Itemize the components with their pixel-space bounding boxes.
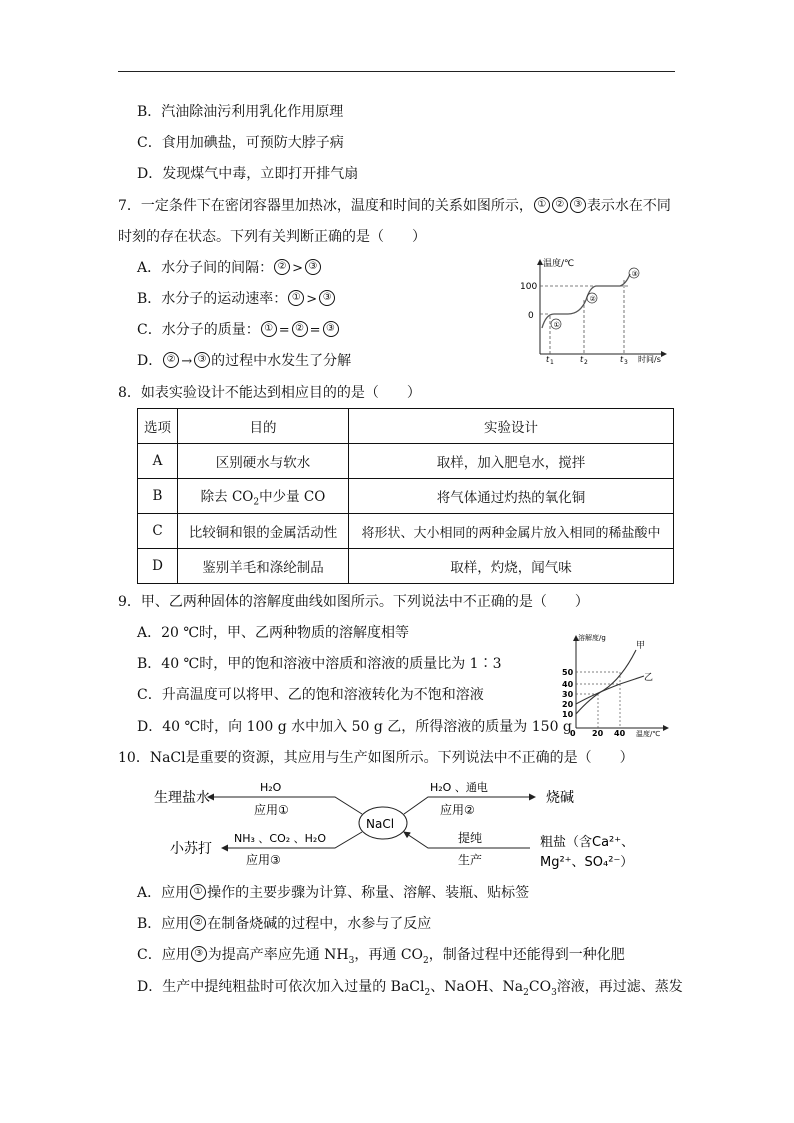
svg-text:40: 40 (614, 729, 626, 738)
q7-ylabel: 温度/℃ (543, 259, 575, 269)
svg-text:0: 0 (570, 729, 576, 738)
q7-xlabel: 时间/s (638, 355, 661, 364)
q8-table (137, 408, 674, 584)
q10-stem: 10．NaCl是重要的资源，其应用与生产如图所示。下列说法中不正确的是（ ） (118, 750, 634, 766)
q9-option-c: C．升高温度可以将甲、乙的饱和溶液转化为不饱和溶液 (137, 687, 484, 703)
q7-y0: 0 (528, 311, 534, 321)
q9-series-jia: 甲 (636, 641, 646, 651)
q7-option-a: A．水分子间的间隔： ② > ③ (137, 258, 322, 279)
svg-text:H₂O: H₂O (260, 781, 282, 794)
svg-text:10: 10 (562, 710, 574, 719)
q9-solubility-graph (560, 630, 672, 738)
q7-option-b: B．水分子的运动速率： ① > ③ (137, 289, 336, 310)
svg-text:H₂O 、通电: H₂O 、通电 (430, 781, 488, 794)
svg-text:提纯: 提纯 (458, 831, 483, 845)
svg-text:t: t (580, 355, 584, 364)
diagram-saline: 生理盐水 (154, 790, 210, 806)
q10-option-d: D．生产中提纯粗盐时可依次加入过量的 BaCl$_2$、NaOH、$Na_2CO_3$溶液，再过滤、蒸发 (137, 979, 683, 998)
svg-text:③: ③ (631, 270, 638, 278)
q7-y100: 100 (520, 282, 538, 292)
svg-text:Mg²⁺、SO₄²⁻）: Mg²⁺、SO₄²⁻） (540, 855, 634, 870)
svg-text:20: 20 (562, 700, 574, 709)
diagram-caustic-soda: 烧碱 (546, 790, 574, 806)
svg-text:50: 50 (562, 668, 574, 677)
diagram-crude-salt: 粗盐（含Ca²⁺、 (540, 835, 635, 850)
svg-text:1: 1 (550, 359, 554, 366)
q10-option-c: C．应用 ③ 为提高产率应先通 $NH_3$，再通 $CO_2$，制备过程中还能得到一种化肥 (137, 947, 625, 966)
table-row: D 鉴别羊毛和涤纶制品 取样，灼烧，闻气味 (138, 549, 674, 584)
q6-option-b: B．汽油除油污利用乳化作用原理 (137, 104, 344, 120)
circled-2: ② (552, 197, 568, 213)
svg-text:应用①: 应用① (254, 803, 289, 817)
q9-stem: 9．甲、乙两种固体的溶解度曲线如图所示。下列说法中不正确的是（ ） (118, 594, 589, 610)
diagram-baking-soda: 小苏打 (170, 841, 212, 857)
q10-option-a: A．应用 ① 操作的主要步骤为计算、称量、溶解、装瓶、贴标签 (137, 885, 530, 901)
circled-3: ③ (570, 197, 586, 213)
q7-stem: 7．一定条件下在密闭容器里加热冰，温度和时间的关系如图所示， ① ② ③ 表示水在不同 (118, 198, 671, 214)
table-header-row: 选项 目的 实验设计 (138, 409, 674, 444)
svg-text:②: ② (589, 295, 596, 303)
q9-option-a: A．20 ℃时，甲、乙两种物质的溶解度相等 (137, 625, 410, 641)
diagram-center-nacl: NaCl (366, 817, 395, 831)
svg-text:①: ① (553, 321, 560, 329)
q9-ylabel: 溶解度/g (578, 634, 606, 642)
svg-text:20: 20 (592, 729, 604, 738)
q6-option-c: C．食用加碘盐，可预防大脖子病 (137, 135, 344, 151)
q9-xlabel: 温度/℃ (636, 730, 661, 738)
svg-text:30: 30 (562, 690, 574, 699)
svg-text:应用③: 应用③ (246, 853, 281, 867)
q9-series-yi: 乙 (644, 673, 654, 683)
svg-text:NH₃ 、CO₂ 、H₂O: NH₃ 、CO₂ 、H₂O (234, 832, 326, 845)
header-rule (118, 71, 675, 72)
q7-option-c: C．水分子的质量： ① = ② = ③ (137, 320, 340, 341)
circled-1: ① (534, 197, 550, 213)
svg-text:应用②: 应用② (440, 803, 475, 817)
table-row: B 除去 $CO_2$中少量 CO 将气体通过灼热的氧化铜 (138, 479, 674, 514)
q9-option-d: D．40 ℃时，向 100 g 水中加入 50 g 乙，所得溶液的质量为 150 g (137, 719, 572, 735)
q8-stem: 8．如表实验设计不能达到相应目的的是（ ） (118, 385, 421, 401)
svg-text:2: 2 (584, 359, 588, 366)
q9-option-b: B．40 ℃时，甲的饱和溶液中溶质和溶液的质量比为 1∶3 (137, 656, 502, 672)
svg-text:生产: 生产 (458, 853, 483, 867)
q10-option-b: B．应用 ② 在制备烧碱的过程中，水参与了反应 (137, 916, 432, 932)
svg-text:3: 3 (624, 359, 628, 366)
svg-text:t: t (546, 355, 550, 364)
q7-stem-line2: 时刻的存在状态。下列有关判断正确的是（ ） (118, 229, 426, 245)
table-row: C 比较铜和银的金属活动性 将形状、大小相同的两种金属片放入相同的稀盐酸中 (138, 514, 674, 549)
q6-option-d: D．发现煤气中毒，立即打开排气扇 (137, 166, 359, 182)
q10-nacl-diagram (150, 772, 650, 874)
q7-temperature-graph (510, 254, 670, 366)
table-row: A 区别硬水与软水 取样，加入肥皂水，搅拌 (138, 444, 674, 479)
svg-text:t: t (620, 355, 624, 364)
q7-option-d: D． ② → ③ 的过程中水发生了分解 (137, 353, 352, 369)
svg-text:40: 40 (562, 680, 574, 689)
